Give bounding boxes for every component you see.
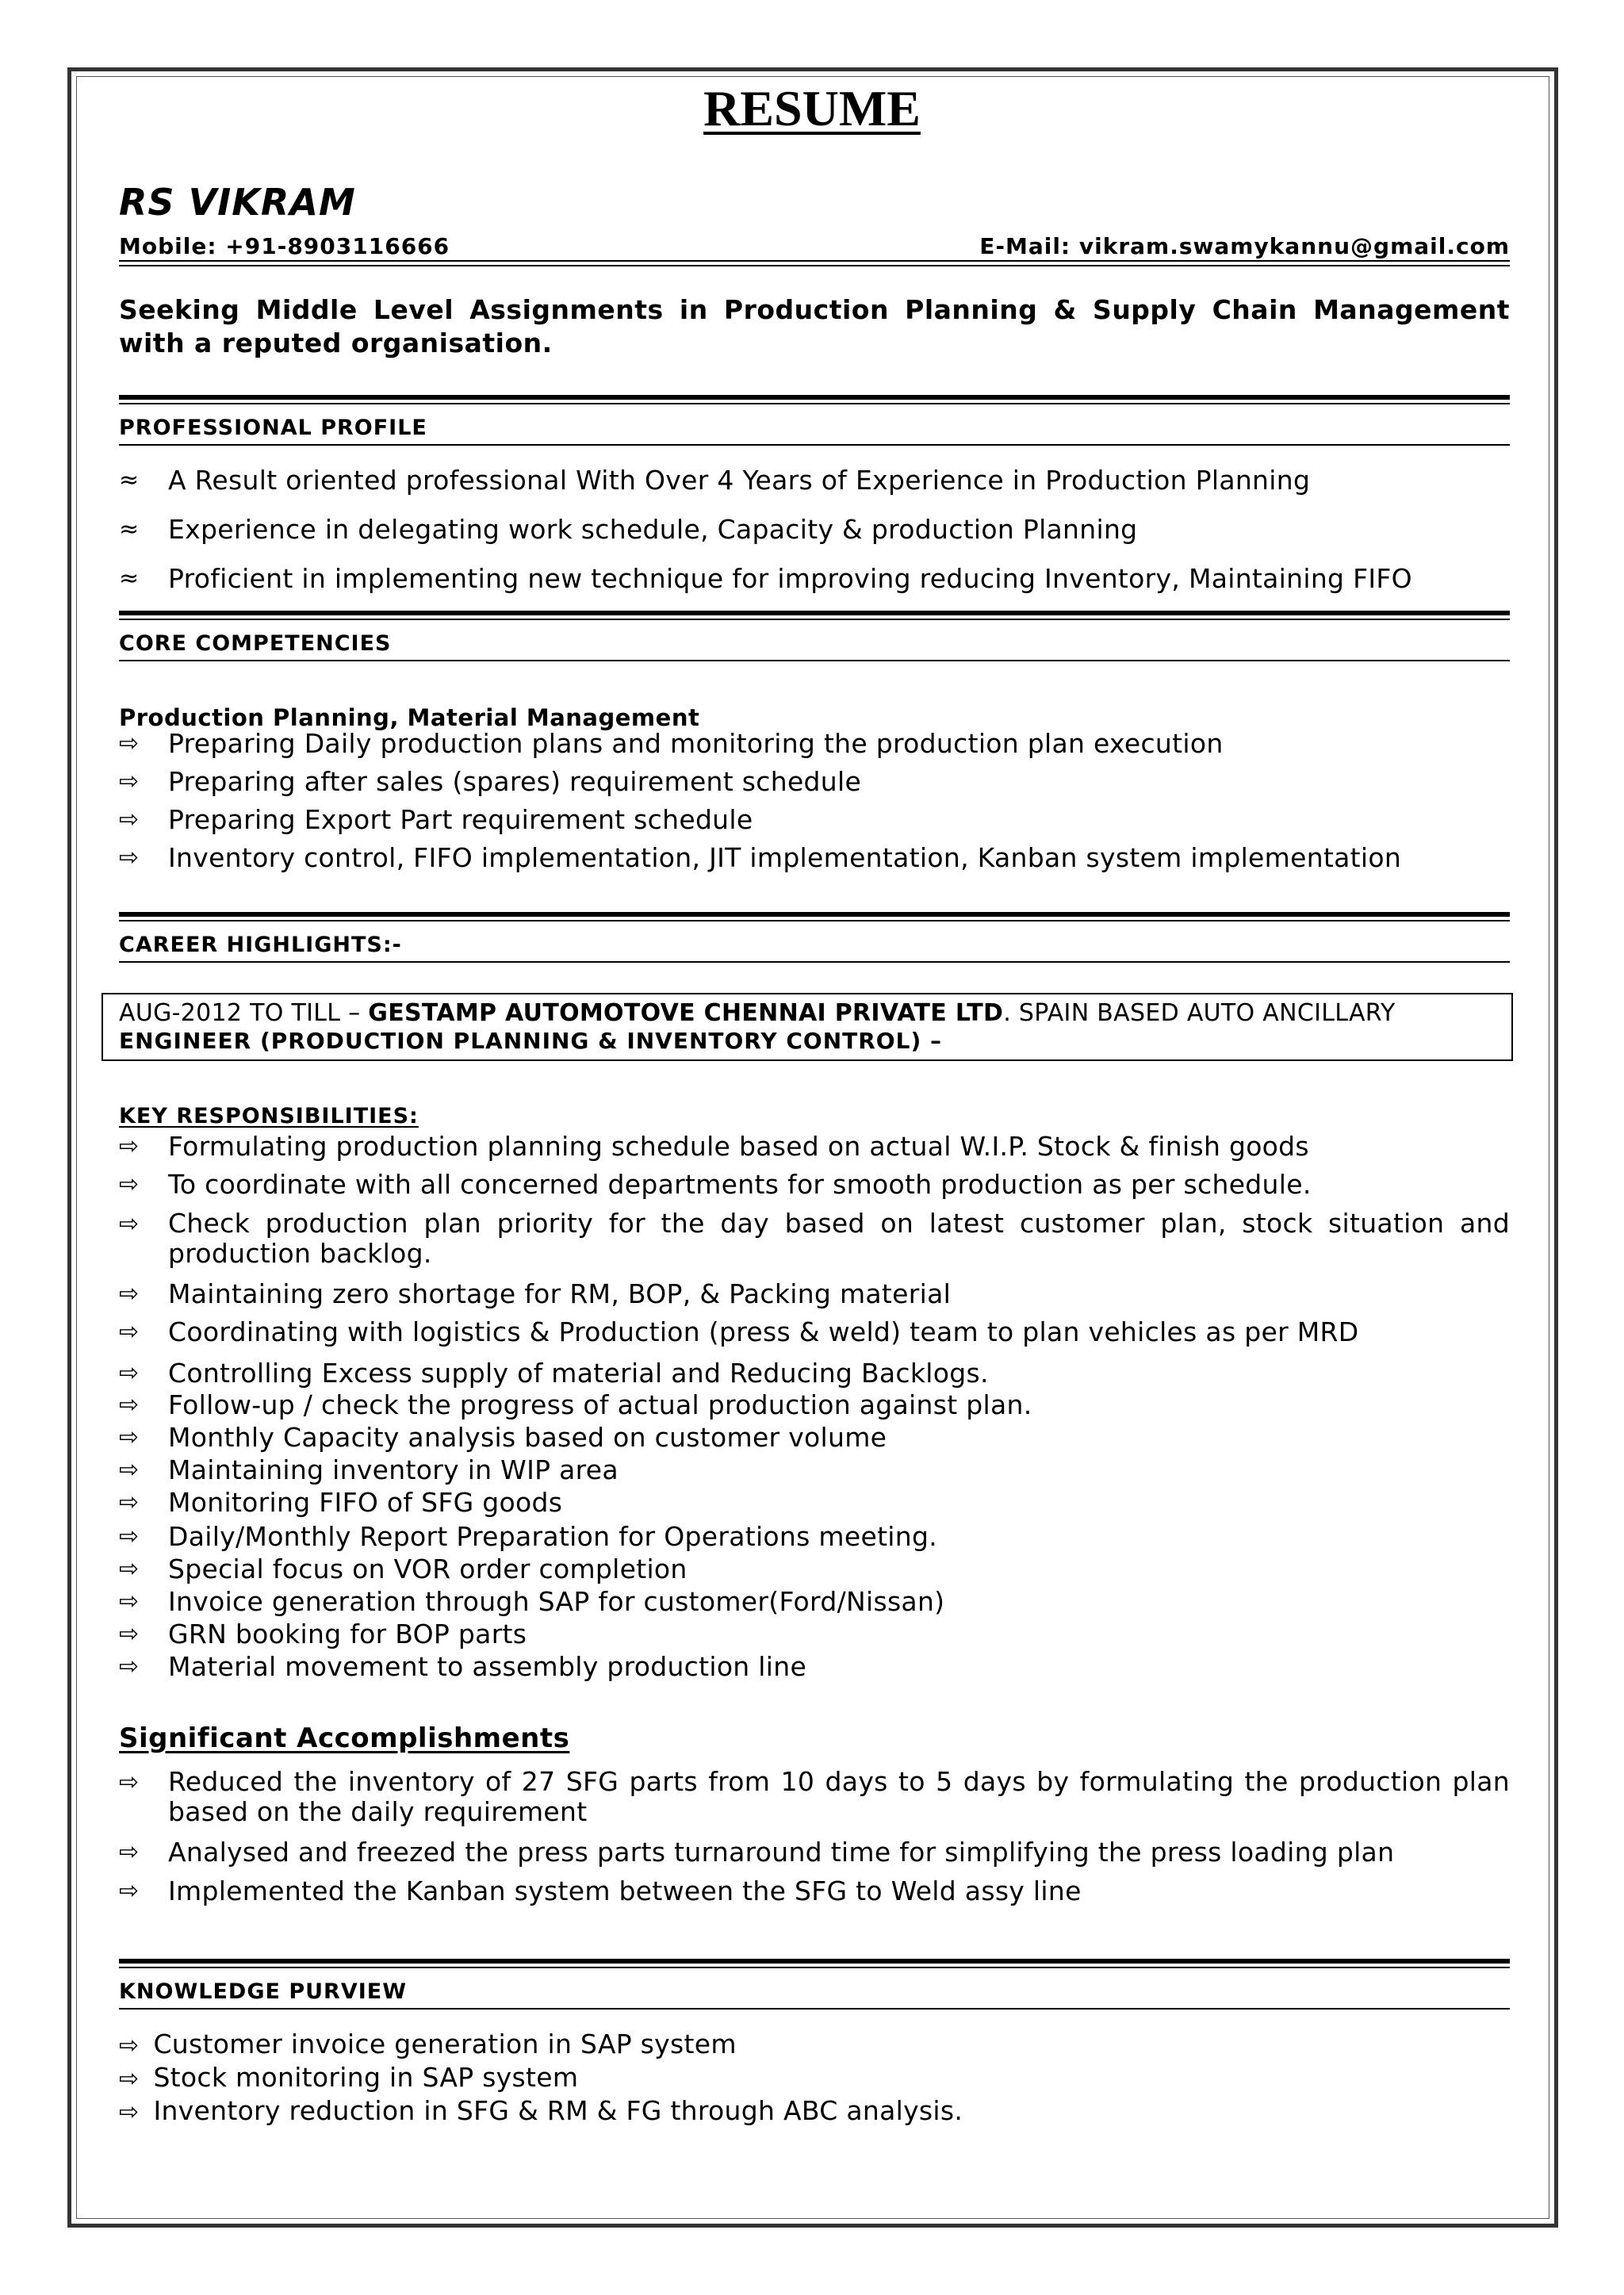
section-divider: [119, 403, 1510, 404]
list-item: [119, 1278, 1510, 1310]
email-address: E-Mail: vikram.swamykannu@gmail.com: [979, 233, 1510, 259]
section-divider: [119, 961, 1510, 963]
arrow-right-icon: ⇨: [119, 1488, 140, 1516]
approx-bullet-icon: ≈: [119, 466, 140, 494]
divider: [119, 265, 1510, 266]
list-item: [119, 842, 1510, 874]
list-item: [119, 1389, 1510, 1421]
section-heading-knowledge-purview: KNOWLEDGE PURVIEW: [119, 1979, 407, 2004]
section-heading-career-highlights: CAREER HIGHLIGHTS:-: [119, 933, 402, 957]
section-divider: [119, 1967, 1510, 1968]
section-divider: [119, 395, 1510, 400]
document-title: RESUME: [703, 80, 921, 136]
list-item: [119, 1131, 1510, 1163]
list-item-text: A Result oriented professional With Over 4 Years of Experience in Production Planning: [168, 465, 1311, 496]
list-item-text: Monthly Capacity analysis based on customer volume: [168, 1422, 887, 1453]
list-item-text: Implemented the Kanban system between the SFG to Weld assy line: [168, 1875, 1082, 1906]
arrow-right-icon: ⇨: [119, 1877, 140, 1905]
section-divider: [119, 2008, 1510, 2010]
list-item: [119, 2029, 737, 2062]
list-item: [119, 1209, 1510, 1269]
list-item: [119, 728, 1510, 760]
section-divider: [119, 920, 1510, 921]
list-item-text: Maintaining zero shortage for RM, BOP, & Packing material: [168, 1278, 952, 1309]
list-item-text: Controlling Excess supply of material and Reducing Backlogs.: [168, 1358, 989, 1389]
list-item-text: Formulating production planning schedule based on actual W.I.P. Stock & finish goods: [168, 1131, 1309, 1162]
list-item: [119, 1521, 1510, 1553]
list-item-text: Proficient in implementing new technique for improving reducing Inventory, Maintaining FIFO: [168, 563, 1412, 594]
arrow-right-icon: ⇨: [119, 1523, 140, 1550]
candidate-name: RS VIKRAM: [119, 181, 356, 224]
list-item-text: GRN booking for BOP parts: [168, 1619, 527, 1649]
employer-description: . SPAIN BASED AUTO ANCILLARY: [1003, 999, 1396, 1027]
list-item: [119, 1316, 1510, 1348]
list-item: [119, 1875, 1510, 1907]
employment-period: AUG-2012 TO TILL –: [119, 999, 369, 1027]
list-item: [119, 766, 1510, 798]
list-item-text: Preparing Export Part requirement schedule: [168, 804, 753, 835]
list-item: [119, 1554, 1510, 1585]
arrow-right-icon: ⇨: [119, 1391, 140, 1419]
section-divider: [119, 444, 1510, 446]
list-item-text: Inventory control, FIFO implementation, JIT implementation, Kanban system implementation: [168, 842, 1402, 873]
list-item-text: Monitoring FIFO of SFG goods: [168, 1487, 563, 1518]
employment-box: [102, 993, 1513, 1061]
list-item: [119, 1767, 1510, 1827]
list-item: [119, 563, 1510, 595]
arrow-right-icon: ⇨: [119, 1359, 140, 1387]
arrow-right-icon: ⇨: [119, 1456, 140, 1484]
list-item-text: To coordinate with all concerned departments for smooth production as per schedule.: [168, 1169, 1312, 1200]
arrow-right-icon: ⇨: [119, 1620, 140, 1648]
section-divider: [119, 660, 1510, 661]
arrow-right-icon: ⇨: [119, 730, 140, 757]
list-item-text: Maintaining inventory in WIP area: [168, 1454, 619, 1485]
key-responsibilities-heading: KEY RESPONSIBILITIES:: [119, 1104, 419, 1128]
arrow-right-icon: ⇨: [119, 1588, 140, 1615]
list-item-text: Analysed and freezed the press parts turnaround time for simplifying the press loading plan: [168, 1837, 1395, 1868]
list-item: [119, 1454, 1510, 1486]
list-item-text: Daily/Monthly Report Preparation for Operations meeting.: [168, 1521, 938, 1552]
approx-bullet-icon: ≈: [119, 515, 140, 543]
arrow-right-icon: ⇨: [119, 1280, 140, 1308]
arrow-right-icon: ⇨: [119, 768, 140, 795]
list-item-text: Invoice generation through SAP for customer(Ford/Nissan): [168, 1586, 945, 1617]
list-item: [119, 804, 1510, 836]
job-role: ENGINEER (PRODUCTION PLANNING & INVENTORY CONTROL) –: [119, 1028, 942, 1054]
list-item-text: Customer invoice generation in SAP system: [153, 2029, 737, 2059]
list-item: [119, 1586, 1510, 1618]
list-item-text: Follow-up / check the progress of actual production against plan.: [168, 1389, 1032, 1420]
list-item: [119, 2095, 963, 2128]
arrow-right-icon: ⇨: [119, 1318, 140, 1346]
list-item-text: Preparing Daily production plans and monitoring the production plan execution: [168, 728, 1224, 759]
list-item-text: Experience in delegating work schedule, Capacity & production Planning: [168, 514, 1138, 545]
list-item-text: Special focus on VOR order completion: [168, 1554, 688, 1584]
arrow-right-icon: ⇨: [119, 1768, 140, 1796]
list-item: [119, 514, 1510, 546]
section-divider: [119, 912, 1510, 917]
list-item-text: Stock monitoring in SAP system: [153, 2062, 579, 2093]
arrow-right-icon: ⇨: [119, 1423, 140, 1451]
arrow-right-icon: ⇨: [119, 1210, 140, 1238]
list-item-text: Coordinating with logistics & Production (press & weld) team to plan vehicles as per MRD: [168, 1316, 1359, 1347]
list-item-text: Reduced the inventory of 27 SFG parts from 10 days to 5 days by formulating the production plan based on the daily requirement: [168, 1766, 1510, 1827]
list-item: [119, 1358, 1510, 1389]
arrow-right-icon: ⇨: [119, 1555, 140, 1583]
list-item: [119, 465, 1510, 496]
list-item: [119, 1651, 1510, 1683]
list-item: [119, 1422, 1510, 1454]
arrow-right-icon: ⇨: [119, 2098, 140, 2126]
arrow-right-icon: ⇨: [119, 2032, 140, 2059]
list-item: [119, 1169, 1510, 1201]
list-item-text: Check production plan priority for the day based on latest customer plan, stock situation and production backlog.: [168, 1208, 1510, 1269]
list-item: [119, 1619, 1510, 1650]
section-divider: [119, 611, 1510, 615]
employment-line: [119, 999, 1496, 1028]
accomplishments-heading: Significant Accomplishments: [119, 1722, 570, 1754]
list-item: [119, 2062, 578, 2095]
arrow-right-icon: ⇨: [119, 1170, 140, 1198]
list-item-text: Preparing after sales (spares) requirement schedule: [168, 766, 862, 797]
arrow-right-icon: ⇨: [119, 806, 140, 833]
list-item-text: Inventory reduction in SFG & RM & FG through ABC analysis.: [153, 2095, 963, 2126]
list-item-text: Material movement to assembly production line: [168, 1651, 807, 1682]
section-heading-professional-profile: PROFESSIONAL PROFILE: [119, 416, 427, 440]
section-divider: [119, 1959, 1510, 1964]
section-divider: [119, 619, 1510, 620]
career-objective: Seeking Middle Level Assignments in Production Planning & Supply Chain Management with a reputed organisation.: [119, 294, 1510, 358]
arrow-right-icon: ⇨: [119, 1838, 140, 1866]
arrow-right-icon: ⇨: [119, 1132, 140, 1160]
employer-name: GESTAMP AUTOMOTOVE CHENNAI PRIVATE LTD: [368, 999, 1004, 1027]
mobile-number: Mobile: +91-8903116666: [119, 233, 450, 259]
list-item: [119, 1487, 1510, 1519]
arrow-right-icon: ⇨: [119, 2065, 140, 2093]
arrow-right-icon: ⇨: [119, 844, 140, 872]
section-heading-core-competencies: CORE COMPETENCIES: [119, 631, 392, 656]
arrow-right-icon: ⇨: [119, 1653, 140, 1680]
list-item: [119, 1837, 1510, 1868]
divider: [119, 260, 1510, 262]
competency-subtitle: Production Planning, Material Management: [119, 704, 700, 731]
approx-bullet-icon: ≈: [119, 565, 140, 592]
